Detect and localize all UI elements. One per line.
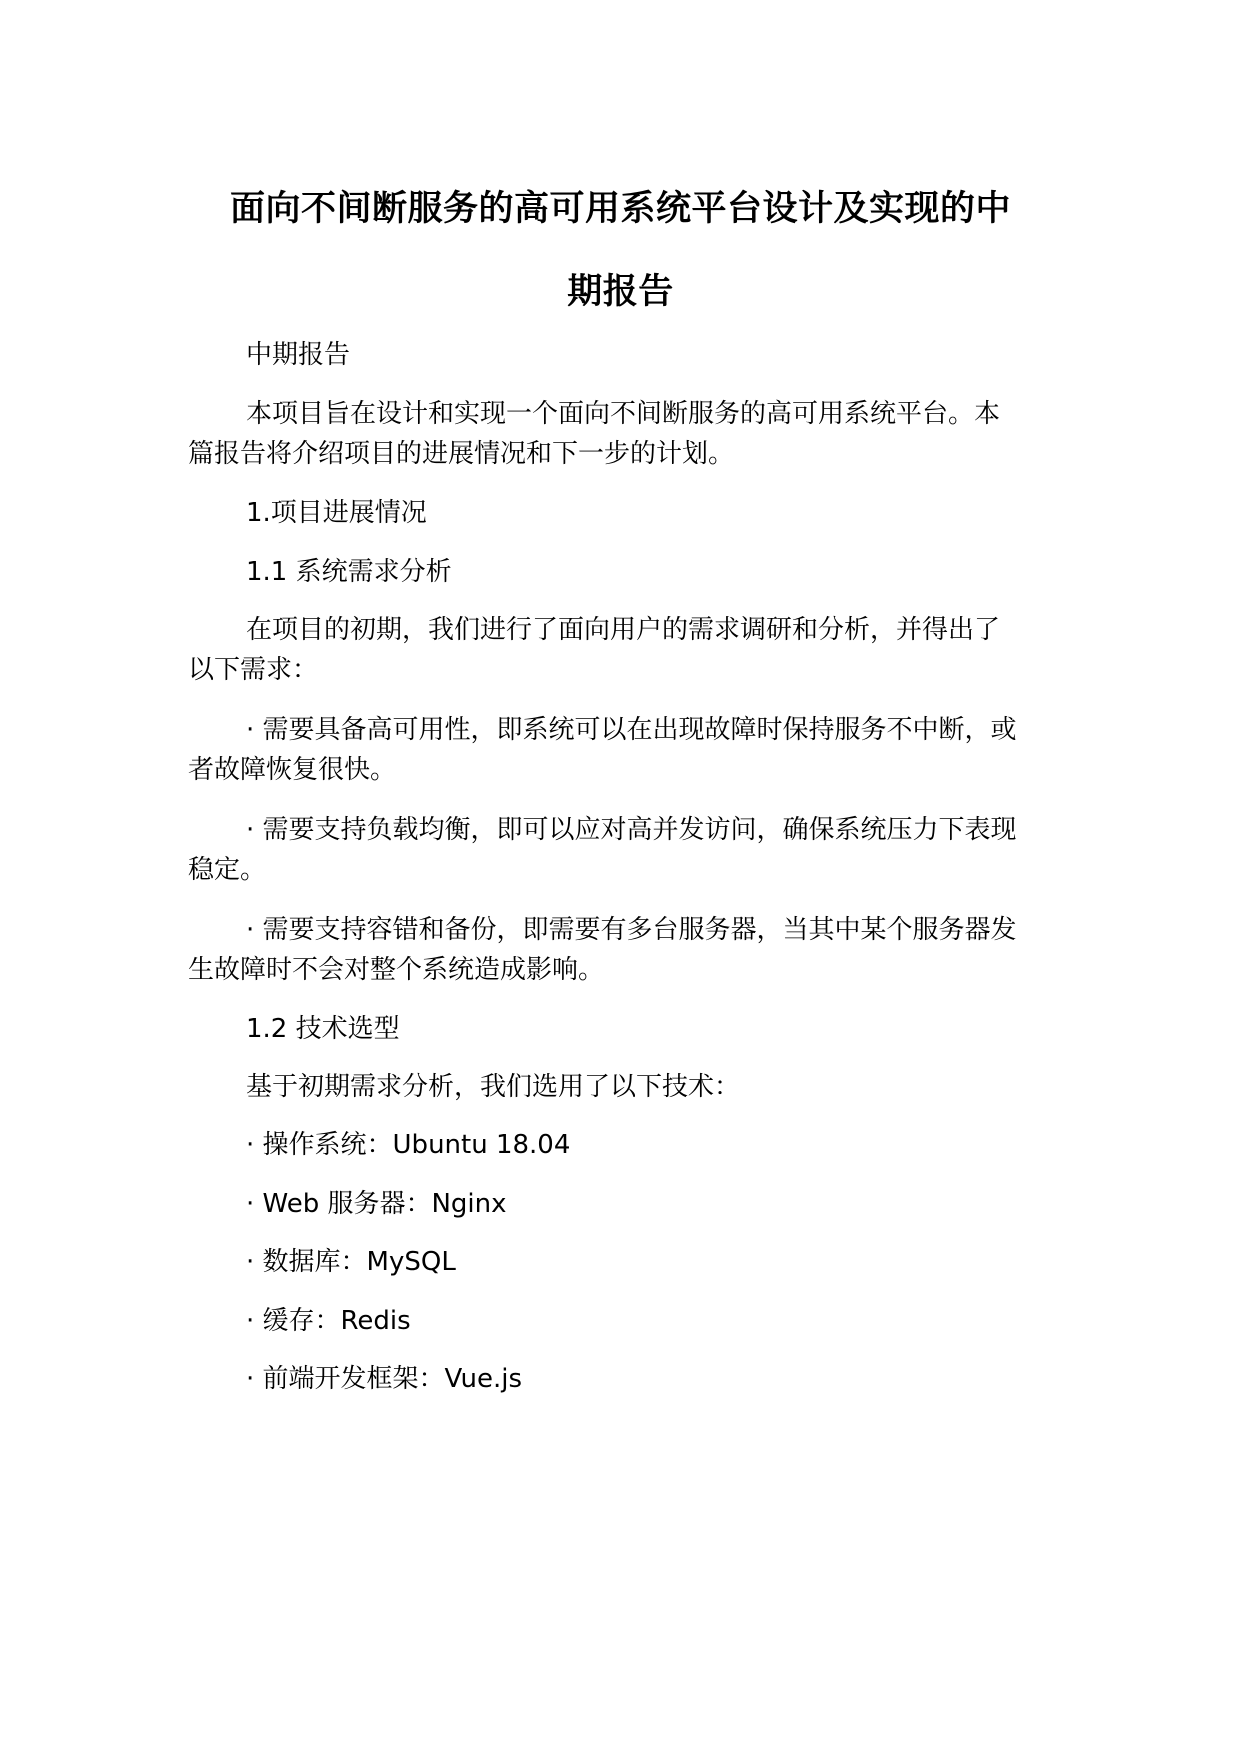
requirement-3-line-2: 生故障时不会对整个系统造成影响。: [188, 955, 605, 985]
tech-intro: 基于初期需求分析，我们选用了以下技术：: [246, 1072, 741, 1102]
tech-item: · Web 服务器：Nginx: [246, 1189, 507, 1219]
document-title-line-2: 期报告: [567, 272, 674, 312]
section-1-2-heading: 1.2 技术选型: [246, 1014, 400, 1044]
requirements-intro-line-1: 在项目的初期，我们进行了面向用户的需求调研和分析，并得出了: [246, 615, 1001, 645]
intro-line-1: 本项目旨在设计和实现一个面向不间断服务的高可用系统平台。本: [246, 399, 1001, 429]
tech-item: · 数据库：MySQL: [246, 1247, 456, 1277]
section-1-1-heading: 1.1 系统需求分析: [246, 557, 452, 587]
document-title-line-1: 面向不间断服务的高可用系统平台设计及实现的中: [229, 189, 1011, 229]
tech-item: · 前端开发框架：Vue.js: [246, 1364, 523, 1394]
requirement-2-line-1: · 需要支持负载均衡，即可以应对高并发访问，确保系统压力下表现: [246, 815, 1017, 845]
requirements-intro-line-2: 以下需求：: [188, 655, 319, 685]
requirement-2-line-2: 稳定。: [188, 855, 267, 885]
paragraph-heading: 中期报告: [246, 340, 351, 370]
requirement-3-line-1: · 需要支持容错和备份，即需要有多台服务器，当其中某个服务器发: [246, 915, 1017, 945]
requirement-1-line-1: · 需要具备高可用性，即系统可以在出现故障时保持服务不中断，或: [246, 715, 1017, 745]
intro-line-2: 篇报告将介绍项目的进展情况和下一步的计划。: [188, 439, 735, 469]
section-1-heading: 1.项目进展情况: [246, 498, 427, 528]
tech-item: · 缓存：Redis: [246, 1306, 411, 1336]
tech-item: · 操作系统：Ubuntu 18.04: [246, 1130, 571, 1160]
requirement-1-line-2: 者故障恢复很快。: [188, 755, 397, 785]
